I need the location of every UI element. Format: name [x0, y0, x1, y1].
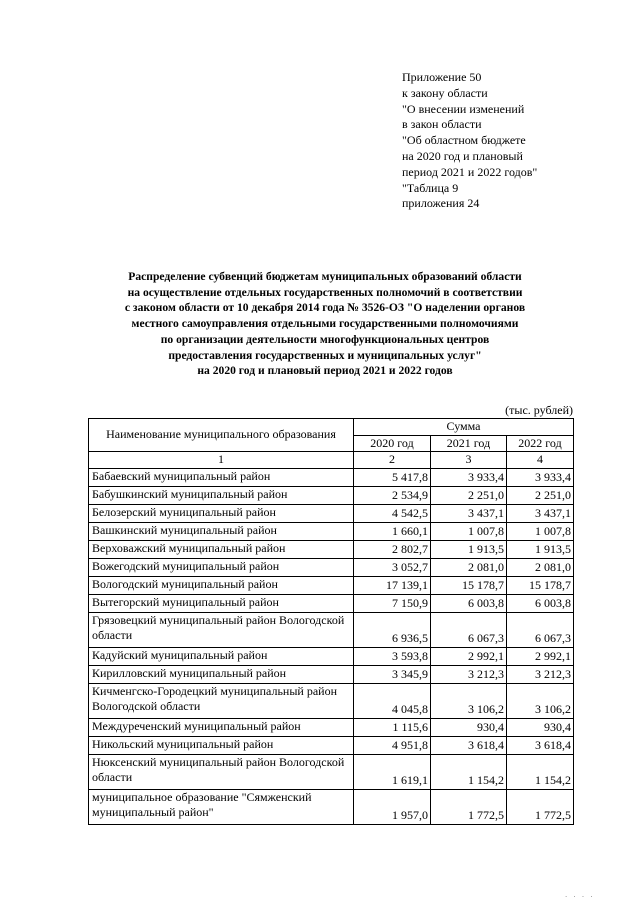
header-sum: Сумма — [354, 419, 574, 436]
municipality-name: Вашкинский муниципальный район — [89, 522, 354, 540]
value-2021: 6 067,3 — [431, 612, 507, 647]
header-year-2021: 2021 год — [431, 435, 507, 452]
value-2022: 2 081,0 — [507, 558, 574, 576]
value-2020: 2 802,7 — [354, 540, 431, 558]
value-2021: 3 106,2 — [431, 683, 507, 718]
value-2022: 3 618,4 — [507, 736, 574, 754]
unit-label: (тыс. рублей) — [505, 403, 573, 417]
value-2021: 2 992,1 — [431, 647, 507, 665]
title-line: на осуществление отдельных государственных полномочий в соответствии — [127, 285, 523, 299]
table-row — [89, 683, 574, 718]
table-row — [89, 665, 574, 683]
municipality-name: Вожегодский муниципальный район — [89, 558, 354, 576]
header-year-2022: 2022 год — [507, 435, 574, 452]
table-row — [89, 558, 574, 576]
value-2020: 5 417,8 — [354, 468, 431, 486]
title-line: предоставления государственных и муниципальных услуг" — [168, 348, 482, 362]
table-row — [89, 540, 574, 558]
municipality-name: Вологодский муниципальный район — [89, 576, 354, 594]
value-2021: 1 772,5 — [431, 789, 507, 824]
title-line: с законом области от 10 декабря 2014 года № 3526-ОЗ "О наделении органов — [124, 301, 526, 315]
column-number-4: 4 — [507, 452, 574, 469]
municipality-name: Бабаевский муниципальный район — [89, 468, 354, 486]
table-body — [89, 468, 574, 824]
annex-line: период 2021 и 2022 годов" — [402, 164, 538, 179]
annex-line: Приложение 50 — [402, 70, 482, 84]
value-2022: 2 992,1 — [507, 647, 574, 665]
value-2022: 3 933,4 — [507, 468, 574, 486]
value-2021: 3 437,1 — [431, 504, 507, 522]
value-2022: 1 007,8 — [507, 522, 574, 540]
value-2020: 6 936,5 — [354, 612, 431, 647]
value-2020: 3 345,9 — [354, 665, 431, 683]
value-2021: 3 212,3 — [431, 665, 507, 683]
value-2021: 1 913,5 — [431, 540, 507, 558]
header-name: Наименование муниципального образования — [89, 419, 354, 452]
annex-line: "Таблица 9 — [402, 180, 459, 195]
value-2021: 930,4 — [431, 718, 507, 736]
value-2021: 6 003,8 — [431, 594, 507, 612]
value-2021: 2 081,0 — [431, 558, 507, 576]
value-2020: 2 534,9 — [354, 486, 431, 504]
value-2022: 15 178,7 — [507, 576, 574, 594]
municipality-name: муниципальное образование "Сямженский муниципальный район" — [89, 789, 354, 824]
title-line: на 2020 год и плановый период 2021 и 2022 годов — [197, 364, 453, 378]
annex-line: "Об областном бюджете — [402, 133, 526, 148]
municipality-name: Кичменгско-Городецкий муниципальный район Вологодской области — [89, 683, 354, 718]
municipality-name: Вытегорский муниципальный район — [89, 594, 354, 612]
value-2020: 4 542,5 — [354, 504, 431, 522]
municipality-name: Белозерский муниципальный район — [89, 504, 354, 522]
value-2020: 1 957,0 — [354, 789, 431, 824]
value-2022: 1 772,5 — [507, 789, 574, 824]
value-2020: 1 660,1 — [354, 522, 431, 540]
subvention-table — [88, 418, 574, 825]
value-2020: 1 115,6 — [354, 718, 431, 736]
value-2020: 17 139,1 — [354, 576, 431, 594]
table-row — [89, 612, 574, 647]
municipality-name: Верховажский муниципальный район — [89, 540, 354, 558]
municipality-name: Никольский муниципальный район — [89, 736, 354, 754]
value-2022: 6 067,3 — [507, 612, 574, 647]
annex-header — [402, 70, 602, 212]
value-2021: 1 154,2 — [431, 754, 507, 789]
municipality-name: Бабушкинский муниципальный район — [89, 486, 354, 504]
document-title — [60, 269, 590, 379]
municipality-name: Междуреченский муниципальный район — [89, 718, 354, 736]
municipality-name: Кадуйский муниципальный район — [89, 647, 354, 665]
value-2022: 3 212,3 — [507, 665, 574, 683]
municipality-name: Кирилловский муниципальный район — [89, 665, 354, 683]
value-2021: 15 178,7 — [431, 576, 507, 594]
municipality-name: Грязовецкий муниципальный район Вологодской области — [89, 612, 354, 647]
value-2021: 3 933,4 — [431, 468, 507, 486]
table-row — [89, 647, 574, 665]
scan-marks: · · · · — [565, 893, 595, 901]
value-2020: 3 593,8 — [354, 647, 431, 665]
table-row — [89, 736, 574, 754]
value-2022: 930,4 — [507, 718, 574, 736]
value-2020: 3 052,7 — [354, 558, 431, 576]
title-line: местного самоуправления отдельными государственными полномочиями — [131, 317, 519, 331]
table-row — [89, 718, 574, 736]
table-row — [89, 468, 574, 486]
title-line: по организации деятельности многофункциональных центров — [160, 332, 490, 346]
value-2021: 2 251,0 — [431, 486, 507, 504]
value-2021: 3 618,4 — [431, 736, 507, 754]
header-year-2020: 2020 год — [354, 435, 431, 452]
value-2022: 1 154,2 — [507, 754, 574, 789]
value-2022: 1 913,5 — [507, 540, 574, 558]
annex-line: в закон области — [402, 117, 482, 132]
value-2020: 4 045,8 — [354, 683, 431, 718]
annex-line: приложения 24 — [402, 196, 480, 211]
table-row — [89, 754, 574, 789]
value-2022: 3 437,1 — [507, 504, 574, 522]
column-number-2: 2 — [354, 452, 431, 469]
value-2021: 1 007,8 — [431, 522, 507, 540]
value-2022: 2 251,0 — [507, 486, 574, 504]
value-2020: 1 619,1 — [354, 754, 431, 789]
value-2020: 7 150,9 — [354, 594, 431, 612]
annex-line: "О внесении изменений — [402, 101, 525, 116]
table-row — [89, 789, 574, 824]
municipality-name: Нюксенский муниципальный район Вологодской области — [89, 754, 354, 789]
value-2022: 6 003,8 — [507, 594, 574, 612]
annex-line: к закону области — [402, 85, 488, 100]
table-row — [89, 576, 574, 594]
annex-line: на 2020 год и плановый — [402, 148, 523, 163]
value-2022: 3 106,2 — [507, 683, 574, 718]
table-row — [89, 486, 574, 504]
title-line: Распределение субвенций бюджетам муниципальных образований области — [128, 270, 522, 283]
table-row — [89, 594, 574, 612]
table-row — [89, 504, 574, 522]
column-number-1: 1 — [89, 452, 354, 469]
table-row — [89, 522, 574, 540]
column-number-3: 3 — [431, 452, 507, 469]
value-2020: 4 951,8 — [354, 736, 431, 754]
